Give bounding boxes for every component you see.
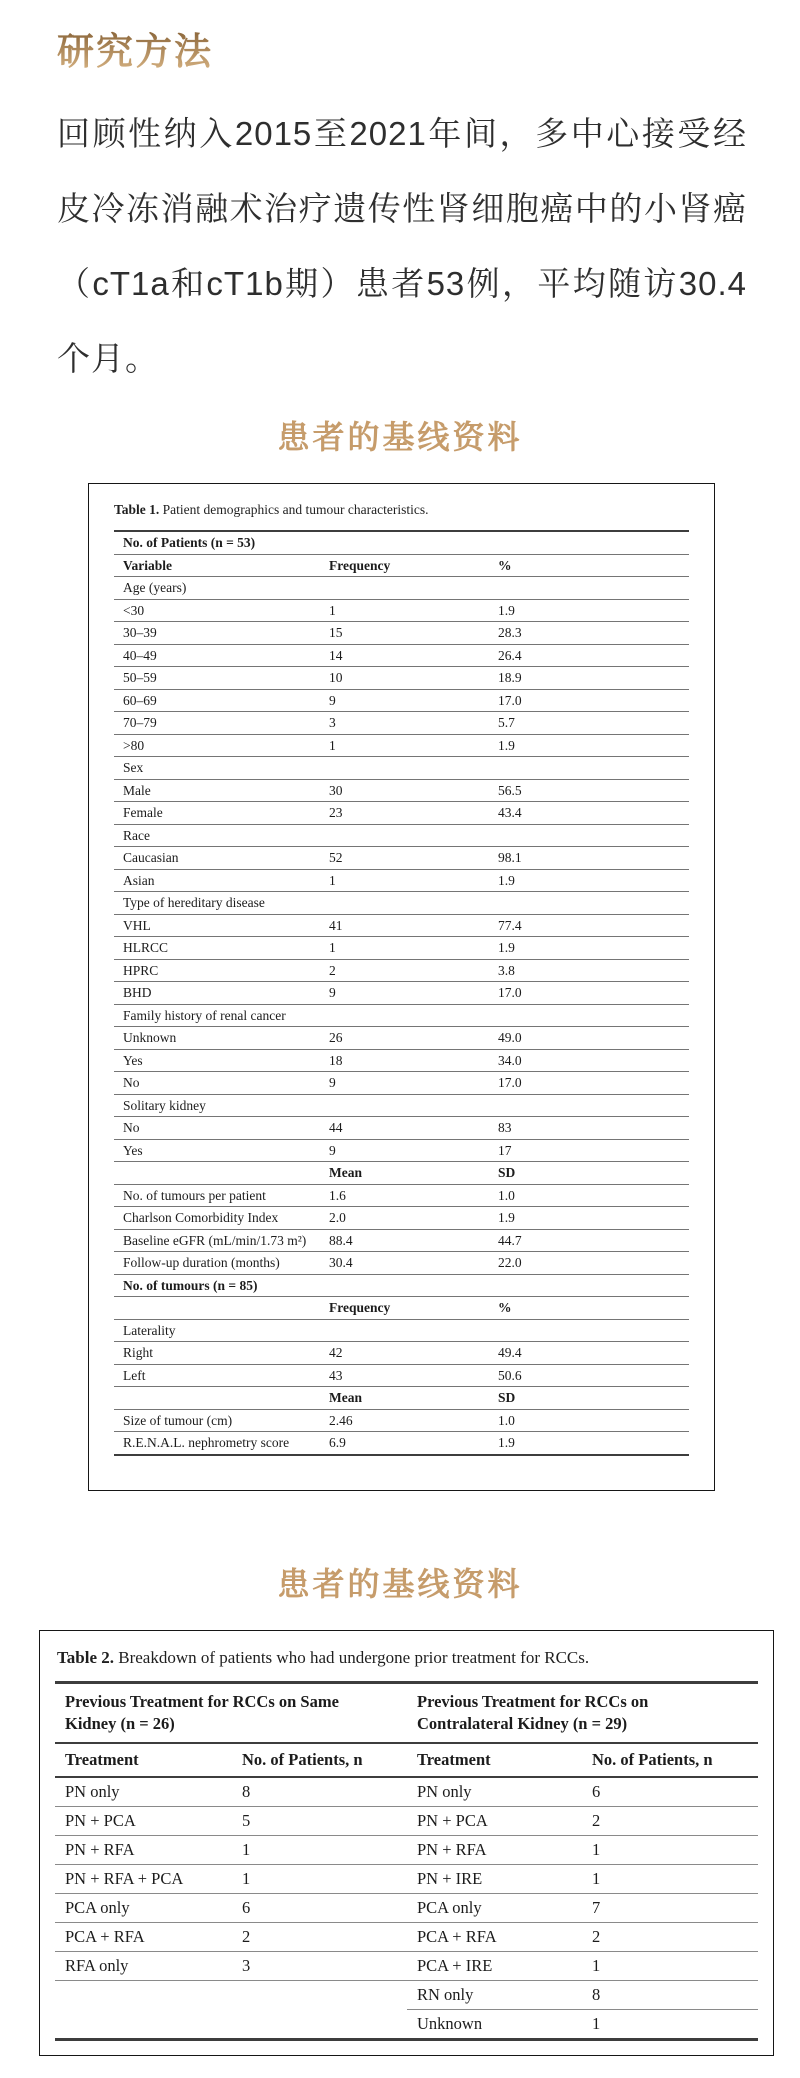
cell: 42 — [329, 1345, 343, 1360]
table-row — [114, 1252, 689, 1275]
cell: PCA + RFA — [407, 1923, 582, 1952]
cell: Left — [123, 1367, 146, 1383]
table-row — [114, 870, 689, 893]
cell: Race — [123, 827, 150, 843]
cell — [232, 2010, 407, 2038]
cell: RFA only — [55, 1952, 232, 1981]
cell: 1.9 — [498, 602, 515, 618]
cell: Frequency — [329, 1300, 391, 1315]
table-row — [114, 825, 689, 848]
cell: Type of hereditary disease — [123, 895, 265, 910]
cell: 2 — [329, 962, 336, 978]
cell: Yes — [123, 1142, 143, 1158]
cell: 8 — [232, 1778, 407, 1807]
table2-rows — [55, 1778, 758, 2041]
table-row — [114, 1005, 689, 1028]
cell: Solitary kidney — [123, 1097, 206, 1113]
cell: 17.0 — [498, 1075, 522, 1090]
cell — [55, 1981, 232, 2009]
cell: Unknown — [417, 2013, 483, 2033]
table2-caption — [40, 1631, 773, 1669]
cell: 49.4 — [498, 1345, 522, 1360]
table-row — [114, 1095, 689, 1118]
cell: SD — [498, 1390, 516, 1405]
table-row — [114, 780, 689, 803]
cell: 18.9 — [498, 670, 522, 685]
cell: PN only — [407, 1778, 582, 1807]
cell: 7 — [582, 1894, 758, 1923]
cell: R.E.N.A.L. nephrometry score — [123, 1435, 290, 1450]
cell: PN only — [55, 1778, 232, 1807]
cell: HLRCC — [123, 940, 169, 955]
table-row — [114, 1185, 689, 1208]
cell: 34.0 — [498, 1052, 522, 1068]
table-row — [114, 1230, 689, 1253]
cell: % — [498, 557, 512, 573]
cell: 2 — [582, 1923, 758, 1952]
cell: 77.4 — [498, 917, 522, 933]
cell: Family history of renal cancer — [123, 1007, 286, 1023]
cell: PN + PCA — [407, 1807, 582, 1836]
cell: 15 — [329, 625, 343, 640]
cell: 17 — [498, 1142, 512, 1158]
table-row — [114, 1050, 689, 1073]
table-row — [114, 735, 689, 758]
cell: 3 — [232, 1952, 407, 1981]
table-row — [114, 600, 689, 623]
cell: Sex — [123, 760, 144, 775]
cell: 9 — [329, 1142, 336, 1158]
table2-content — [55, 1681, 758, 2041]
cell: 18 — [329, 1052, 343, 1068]
table-row — [114, 1342, 689, 1365]
cell: 30.4 — [329, 1255, 353, 1270]
cell: 30 — [329, 782, 343, 798]
cell: 2.0 — [329, 1210, 346, 1225]
cell: Male — [123, 782, 151, 798]
table-row — [114, 847, 689, 870]
cell: HPRC — [123, 962, 159, 978]
cell: 5 — [232, 1807, 407, 1836]
cell: 2 — [582, 1807, 758, 1836]
cell: 1 — [329, 872, 336, 888]
cell: RN only — [407, 1981, 582, 2010]
cell: 44 — [329, 1120, 343, 1135]
cell: No — [123, 1075, 140, 1090]
cell: Yes — [123, 1052, 143, 1068]
cell: PCA only — [55, 1894, 232, 1923]
cell: 1.9 — [498, 1435, 515, 1450]
cell: 1 — [329, 940, 336, 955]
cell — [114, 1162, 320, 1184]
table-row — [114, 1207, 689, 1230]
table-row — [55, 1778, 758, 1807]
cell: 1.0 — [498, 1412, 515, 1428]
table1-figure — [88, 483, 715, 1491]
table2-group-header-row — [55, 1684, 758, 1744]
cell: 43 — [329, 1367, 343, 1383]
table2-caption-text: Breakdown of patients who had undergone prior treatment for RCCs. — [118, 1647, 590, 1667]
table-row — [55, 1807, 758, 1836]
cell: 1 — [329, 602, 336, 618]
cell: 1 — [582, 1836, 758, 1865]
cell: 9 — [329, 1075, 336, 1090]
cell: No — [123, 1120, 140, 1135]
table2-caption-label: Table 2. — [57, 1647, 115, 1667]
cell — [114, 1387, 320, 1409]
cell: 17.0 — [498, 985, 522, 1000]
table-row — [114, 937, 689, 960]
cell: PN + RFA — [55, 1836, 232, 1865]
column-header: Treatment — [65, 1749, 139, 1769]
table2-group-same-kidney: Previous Treatment for RCCs on Same Kidney (n = 26) — [65, 1691, 339, 1733]
section-title: 研究方法 — [57, 29, 213, 73]
cell: 23 — [329, 805, 343, 820]
cell: Laterality — [123, 1322, 176, 1338]
cell: 1.9 — [498, 1210, 515, 1225]
cell: 1 — [592, 2013, 601, 2033]
cell: 17.0 — [498, 692, 522, 708]
table-row — [114, 1072, 689, 1095]
cell: 3 — [329, 715, 336, 730]
table-row — [114, 982, 689, 1005]
cell: 1 — [329, 737, 336, 753]
subheading-baseline-2: 患者的基线资料 — [277, 1565, 523, 1602]
cell: PN + RFA + PCA — [55, 1865, 232, 1894]
table-row — [114, 1140, 689, 1163]
table1-rows — [114, 530, 689, 1456]
cell: 50.6 — [498, 1367, 522, 1383]
table-row — [114, 532, 689, 555]
cell: Unknown — [123, 1030, 177, 1045]
table-row — [55, 1865, 758, 1894]
cell: 1.9 — [498, 872, 515, 888]
table-row — [114, 1320, 689, 1343]
table-row — [114, 1432, 689, 1456]
table-row — [55, 1923, 758, 1952]
cell: 2.46 — [329, 1412, 353, 1428]
table2-group-contralateral-kidney: Previous Treatment for RCCs on Contralateral Kidney (n = 29) — [417, 1691, 649, 1733]
cell: 41 — [329, 917, 343, 933]
cell: PCA only — [407, 1894, 582, 1923]
cell: 70–79 — [123, 715, 157, 730]
table1-caption-label: Table 1. — [114, 502, 160, 517]
cell: Variable — [123, 557, 173, 573]
cell: 9 — [329, 692, 336, 708]
cell: PN + PCA — [55, 1807, 232, 1836]
table-row — [114, 1027, 689, 1050]
cell: 1.0 — [498, 1187, 515, 1203]
table-row — [114, 915, 689, 938]
table2-figure — [39, 1630, 774, 2056]
table-row — [114, 1162, 689, 1185]
cell: 6.9 — [329, 1435, 346, 1450]
cell: SD — [498, 1165, 516, 1180]
cell: 26.4 — [498, 647, 522, 663]
cell: 52 — [329, 850, 343, 865]
cell: PN + IRE — [407, 1865, 582, 1894]
cell: PCA + RFA — [55, 1923, 232, 1952]
cell: Charlson Comorbidity Index — [123, 1210, 279, 1225]
table-row — [114, 1365, 689, 1388]
table-row — [114, 667, 689, 690]
cell: BHD — [123, 985, 152, 1000]
cell: % — [498, 1300, 512, 1315]
table-row — [114, 712, 689, 735]
subheading-baseline-1: 患者的基线资料 — [277, 419, 523, 455]
cell: 14 — [329, 647, 343, 663]
table-row — [114, 555, 689, 578]
table-row — [114, 622, 689, 645]
cell: 88.4 — [329, 1232, 353, 1248]
cell: 49.0 — [498, 1030, 522, 1045]
table1-caption-text: Patient demographics and tumour characteristics. — [162, 502, 429, 517]
table-row — [114, 1297, 689, 1320]
cell: Baseline eGFR (mL/min/1.73 m²) — [123, 1232, 307, 1248]
table-row — [114, 1387, 689, 1410]
cell — [114, 1297, 320, 1319]
cell: 1.9 — [498, 737, 515, 753]
cell: 5.7 — [498, 715, 515, 730]
cell: 83 — [498, 1120, 512, 1135]
cell: 1.9 — [498, 940, 515, 955]
cell: 1 — [582, 1865, 758, 1894]
table-row — [114, 757, 689, 780]
table-row — [55, 1894, 758, 1923]
cell: Right — [123, 1345, 154, 1360]
table-row — [114, 1275, 689, 1298]
cell: 43.4 — [498, 805, 522, 820]
column-header: No. of Patients, n — [592, 1749, 713, 1769]
table-row — [55, 1981, 758, 2010]
cell: Age (years) — [123, 580, 187, 595]
cell: 1.6 — [329, 1187, 346, 1203]
table-row — [114, 577, 689, 600]
intro-paragraph: 回顾性纳入2015至2021年间，多中心接受经皮冷冻消融术治疗遗传性肾细胞癌中的小肾癌（cT1a和cT1b期）患者53例，平均随访30.4个月。 — [57, 115, 747, 377]
table-row — [114, 960, 689, 983]
cell: No. of Patients (n = 53) — [123, 535, 256, 550]
cell: Asian — [123, 872, 155, 888]
cell: PN + RFA — [407, 1836, 582, 1865]
cell: Size of tumour (cm) — [123, 1412, 233, 1428]
cell: 50–59 — [123, 670, 157, 685]
table-row — [114, 1117, 689, 1140]
cell: 44.7 — [498, 1232, 522, 1248]
cell: 30–39 — [123, 625, 157, 640]
cell: <30 — [123, 602, 145, 618]
cell: 10 — [329, 670, 343, 685]
cell: 22.0 — [498, 1255, 522, 1270]
cell: VHL — [123, 917, 151, 933]
table-row — [55, 2010, 758, 2041]
cell: Mean — [329, 1390, 362, 1405]
cell: >80 — [123, 737, 145, 753]
cell — [55, 2010, 232, 2038]
cell: 6 — [582, 1778, 758, 1807]
table-row — [114, 690, 689, 713]
cell: 60–69 — [123, 692, 157, 708]
cell: 1 — [582, 1952, 758, 1981]
table-row — [114, 802, 689, 825]
cell: 3.8 — [498, 962, 515, 978]
column-header: Treatment — [417, 1749, 491, 1769]
cell: 1 — [232, 1836, 407, 1865]
table-row — [55, 1836, 758, 1865]
cell: 8 — [582, 1981, 758, 2010]
column-header: No. of Patients, n — [242, 1749, 363, 1769]
cell: Frequency — [329, 557, 391, 573]
cell: No. of tumours (n = 85) — [123, 1277, 258, 1293]
table-row — [114, 645, 689, 668]
cell: 56.5 — [498, 782, 522, 798]
table-row — [114, 1410, 689, 1433]
table-row — [114, 892, 689, 915]
table1-caption — [89, 484, 714, 520]
cell: 6 — [232, 1894, 407, 1923]
cell: 28.3 — [498, 625, 522, 640]
cell — [232, 1981, 407, 2009]
cell: Mean — [329, 1165, 362, 1180]
cell: 98.1 — [498, 850, 522, 865]
table-row — [55, 1952, 758, 1981]
table2-column-header-row — [55, 1744, 758, 1778]
cell: No. of tumours per patient — [123, 1187, 266, 1203]
cell: 1 — [232, 1865, 407, 1894]
cell: 40–49 — [123, 647, 157, 663]
cell: PCA + IRE — [407, 1952, 582, 1981]
cell: Female — [123, 805, 163, 820]
cell: 2 — [232, 1923, 407, 1952]
cell: Follow-up duration (months) — [123, 1255, 280, 1270]
cell: 9 — [329, 985, 336, 1000]
cell: 26 — [329, 1030, 343, 1045]
cell: Caucasian — [123, 850, 179, 865]
